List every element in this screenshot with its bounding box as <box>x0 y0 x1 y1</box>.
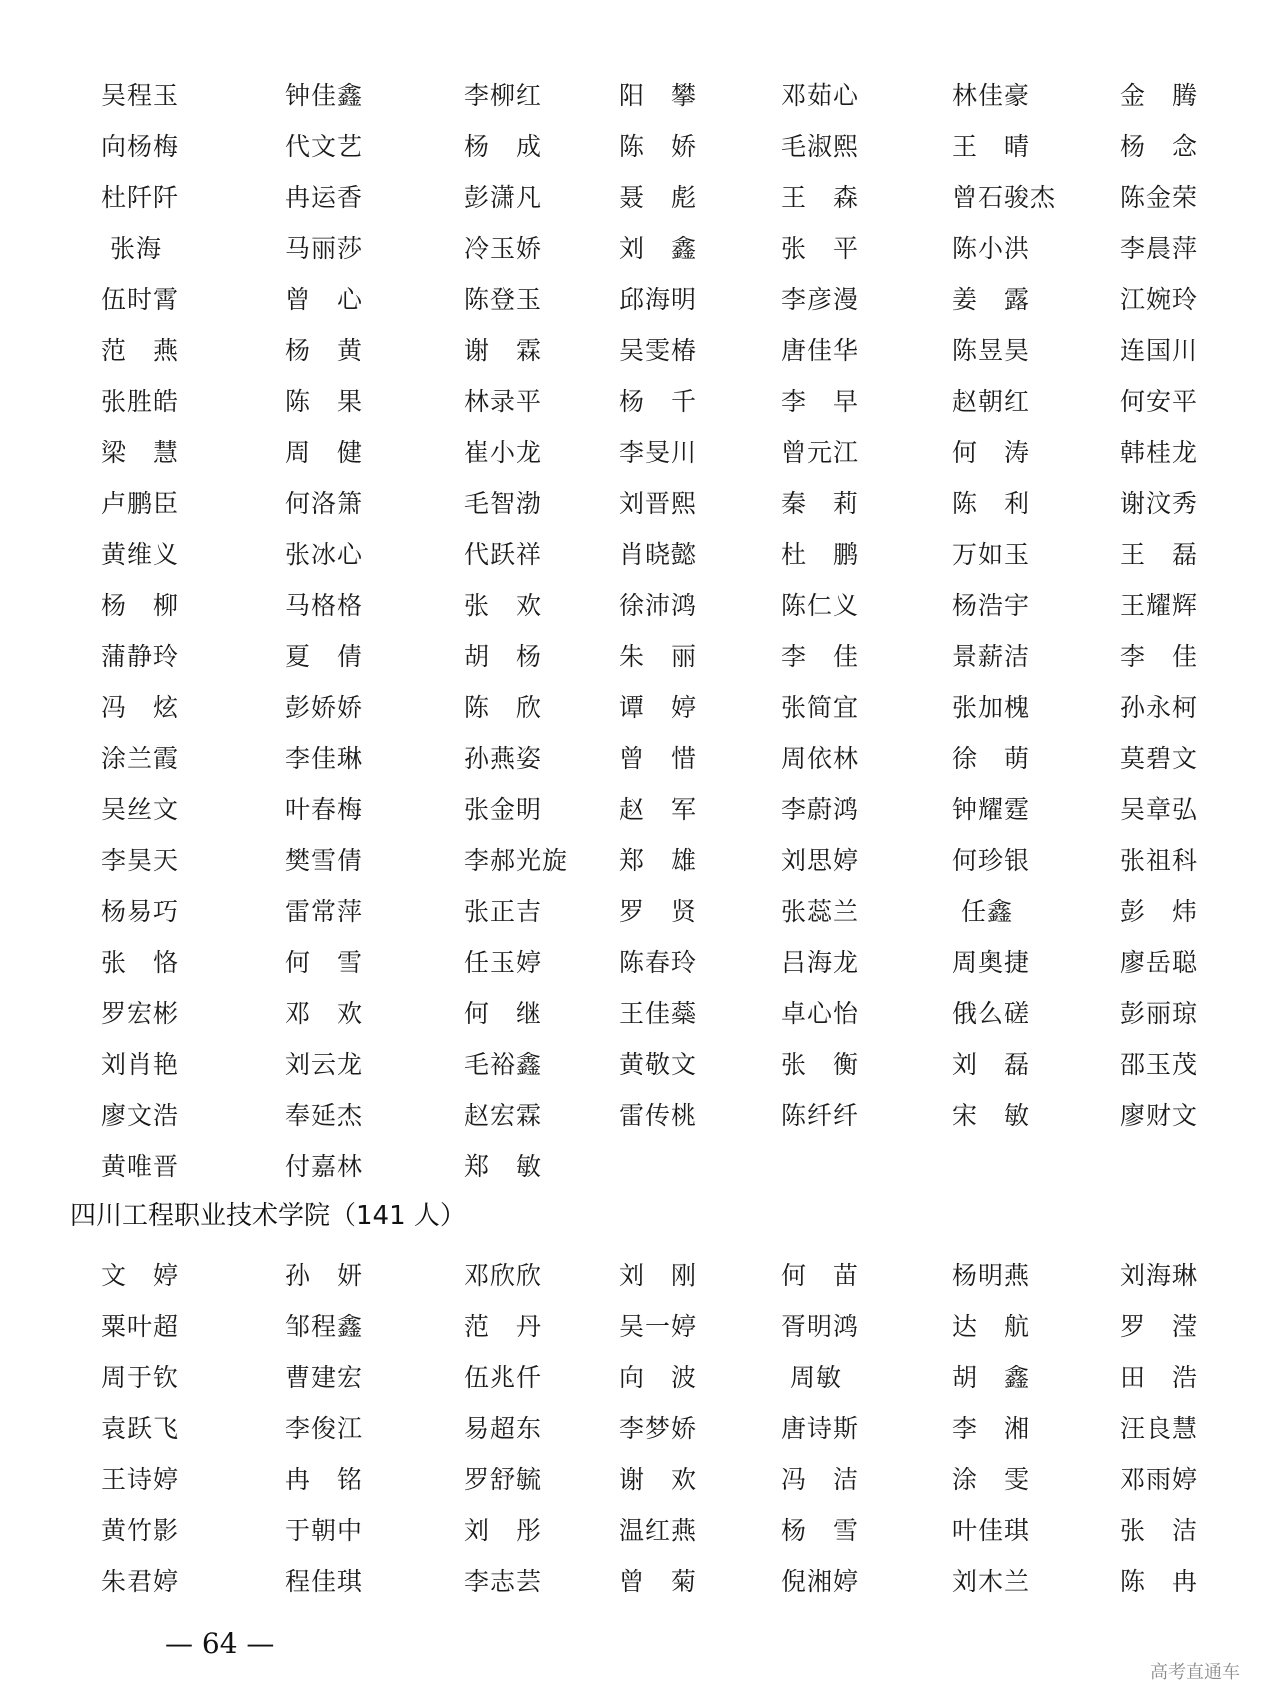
name-cell: 粟叶超 <box>101 1312 180 1341</box>
name-cell: 李彦漫 <box>781 285 860 314</box>
name-cell: 陈纤纤 <box>781 1101 860 1130</box>
name-cell: 杜 鹏 <box>781 540 860 569</box>
name-cell: 陈春玲 <box>619 948 698 977</box>
name-cell: 彭 炜 <box>1120 897 1199 926</box>
name-cell: 李旻川 <box>619 438 698 467</box>
name-cell: 夏 倩 <box>285 642 364 671</box>
name-cell: 韩桂龙 <box>1120 438 1199 467</box>
name-cell: 罗 滢 <box>1120 1312 1199 1341</box>
name-cell: 代文艺 <box>285 132 364 161</box>
name-cell: 张加槐 <box>952 693 1031 722</box>
name-cell: 陈小洪 <box>952 234 1031 263</box>
name-cell: 冯 洁 <box>781 1465 860 1494</box>
name-cell: 雷传桃 <box>619 1101 698 1130</box>
name-cell: 刘思婷 <box>781 846 860 875</box>
name-cell: 李晨萍 <box>1120 234 1199 263</box>
name-cell: 景薪洁 <box>952 642 1031 671</box>
name-cell: 李梦娇 <box>619 1414 698 1443</box>
name-cell: 王 森 <box>781 183 860 212</box>
name-cell: 曾元江 <box>781 438 860 467</box>
name-cell: 黄竹影 <box>101 1516 180 1545</box>
name-cell: 莫碧文 <box>1120 744 1199 773</box>
name-cell: 吕海龙 <box>781 948 860 977</box>
name-cell: 程佳琪 <box>285 1567 364 1596</box>
name-cell: 朱君婷 <box>101 1567 180 1596</box>
name-cell: 彭丽琼 <box>1120 999 1199 1028</box>
name-cell: 李 早 <box>781 387 860 416</box>
name-cell: 代跃祥 <box>464 540 543 569</box>
name-cell: 陈仁义 <box>781 591 860 620</box>
name-cell: 张冰心 <box>285 540 364 569</box>
name-cell: 李 佳 <box>781 642 860 671</box>
name-cell: 任鑫 <box>952 897 1013 926</box>
name-cell: 伍兆仟 <box>464 1363 543 1392</box>
name-cell: 梁 慧 <box>101 438 180 467</box>
name-cell: 周依林 <box>781 744 860 773</box>
name-cell: 陈登玉 <box>464 285 543 314</box>
name-cell: 张蕊兰 <box>781 897 860 926</box>
name-cell: 周奥捷 <box>952 948 1031 977</box>
name-cell: 何安平 <box>1120 387 1199 416</box>
name-cell: 于朝中 <box>285 1516 364 1545</box>
name-cell: 金 腾 <box>1120 81 1199 110</box>
name-cell: 胡 杨 <box>464 642 543 671</box>
name-cell: 杨 雪 <box>781 1516 860 1545</box>
name-cell: 刘海琳 <box>1120 1261 1199 1290</box>
name-cell: 赵朝红 <box>952 387 1031 416</box>
name-cell: 马格格 <box>285 591 364 620</box>
name-cell: 向 波 <box>619 1363 698 1392</box>
name-cell: 罗 贤 <box>619 897 698 926</box>
name-cell: 黄敬文 <box>619 1050 698 1079</box>
name-cell: 涂兰霞 <box>101 744 180 773</box>
name-cell: 杨易巧 <box>101 897 180 926</box>
name-cell: 邓欣欣 <box>464 1261 543 1290</box>
name-cell: 黄唯晋 <box>101 1152 180 1181</box>
name-cell: 陈昱昊 <box>952 336 1031 365</box>
name-cell: 樊雪倩 <box>285 846 364 875</box>
name-cell: 连国川 <box>1120 336 1199 365</box>
name-cell: 卓心怡 <box>781 999 860 1028</box>
name-cell: 王佳蘂 <box>619 999 698 1028</box>
name-cell: 杜阡阡 <box>101 183 180 212</box>
watermark: 高考直通车 <box>1150 1662 1240 1683</box>
name-cell: 邵玉茂 <box>1120 1050 1199 1079</box>
name-cell: 刘 磊 <box>952 1050 1031 1079</box>
name-cell: 钟耀霆 <box>952 795 1031 824</box>
name-cell: 易超东 <box>464 1414 543 1443</box>
name-cell: 张 欢 <box>464 591 543 620</box>
name-cell: 廖财文 <box>1120 1101 1199 1130</box>
name-cell: 李柳红 <box>464 81 543 110</box>
name-cell: 吴雯椿 <box>619 336 698 365</box>
name-cell: 朱 丽 <box>619 642 698 671</box>
name-cell: 何 涛 <box>952 438 1031 467</box>
name-cell: 江婉玲 <box>1120 285 1199 314</box>
name-cell: 杨 念 <box>1120 132 1199 161</box>
name-cell: 彭娇娇 <box>285 693 364 722</box>
name-cell: 崔小龙 <box>464 438 543 467</box>
name-cell: 刘云龙 <box>285 1050 364 1079</box>
name-cell: 杨浩宇 <box>952 591 1031 620</box>
name-cell: 奉延杰 <box>285 1101 364 1130</box>
name-cell: 万如玉 <box>952 540 1031 569</box>
name-cell: 倪湘婷 <box>781 1567 860 1596</box>
name-cell: 汪良慧 <box>1120 1414 1199 1443</box>
name-list-section-1 <box>101 70 1250 1192</box>
name-cell: 徐 萌 <box>952 744 1031 773</box>
name-cell: 张胜皓 <box>101 387 180 416</box>
name-cell: 胥明鸿 <box>781 1312 860 1341</box>
name-cell: 范 丹 <box>464 1312 543 1341</box>
name-cell: 邱海明 <box>619 285 698 314</box>
name-cell: 吴丝文 <box>101 795 180 824</box>
name-cell: 邹程鑫 <box>285 1312 364 1341</box>
name-cell: 何珍银 <box>952 846 1031 875</box>
name-cell: 田 浩 <box>1120 1363 1199 1392</box>
name-cell: 卢鹏臣 <box>101 489 180 518</box>
name-cell: 曹建宏 <box>285 1363 364 1392</box>
name-cell: 林录平 <box>464 387 543 416</box>
name-cell: 蒲静玲 <box>101 642 180 671</box>
name-cell: 唐诗斯 <box>781 1414 860 1443</box>
name-cell: 曾石骏杰 <box>952 183 1057 212</box>
name-cell: 彭潇凡 <box>464 183 543 212</box>
name-cell: 陈 娇 <box>619 132 698 161</box>
name-cell: 付嘉林 <box>285 1152 364 1181</box>
name-cell: 聂 彪 <box>619 183 698 212</box>
name-cell: 唐佳华 <box>781 336 860 365</box>
name-cell: 曾 心 <box>285 285 364 314</box>
name-cell: 姜 露 <box>952 285 1031 314</box>
name-cell: 黄维义 <box>101 540 180 569</box>
name-cell: 阳 攀 <box>619 81 698 110</box>
name-cell: 李昊天 <box>101 846 180 875</box>
name-cell: 涂 雯 <box>952 1465 1031 1494</box>
name-cell: 叶春梅 <box>285 795 364 824</box>
name-cell <box>781 1141 952 1192</box>
name-cell: 陈 果 <box>285 387 364 416</box>
name-cell: 郑 雄 <box>619 846 698 875</box>
name-cell <box>619 1141 781 1192</box>
name-cell: 陈 利 <box>952 489 1031 518</box>
name-cell: 张 衡 <box>781 1050 860 1079</box>
name-cell: 何洛箫 <box>285 489 364 518</box>
name-cell: 陈 冉 <box>1120 1567 1199 1596</box>
name-cell: 陈金荣 <box>1120 183 1199 212</box>
name-cell: 温红燕 <box>619 1516 698 1545</box>
name-cell: 任玉婷 <box>464 948 543 977</box>
name-cell: 徐沛鸿 <box>619 591 698 620</box>
name-cell: 刘 鑫 <box>619 234 698 263</box>
name-list-section-2 <box>101 1250 1250 1607</box>
name-cell: 周于钦 <box>101 1363 180 1392</box>
name-cell: 李蔚鸿 <box>781 795 860 824</box>
name-cell: 宋 敏 <box>952 1101 1031 1130</box>
name-cell: 吴一婷 <box>619 1312 698 1341</box>
name-cell: 文 婷 <box>101 1261 180 1290</box>
name-cell: 张 平 <box>781 234 860 263</box>
name-cell: 廖岳聪 <box>1120 948 1199 977</box>
name-cell: 谢 霖 <box>464 336 543 365</box>
name-cell: 钟佳鑫 <box>285 81 364 110</box>
name-cell: 周 健 <box>285 438 364 467</box>
name-cell: 谢 欢 <box>619 1465 698 1494</box>
name-cell: 廖文浩 <box>101 1101 180 1130</box>
name-cell: 叶佳琪 <box>952 1516 1031 1545</box>
name-cell: 秦 莉 <box>781 489 860 518</box>
name-cell: 刘木兰 <box>952 1567 1031 1596</box>
name-cell: 杨 千 <box>619 387 698 416</box>
name-cell: 张祖科 <box>1120 846 1199 875</box>
name-cell: 曾 惜 <box>619 744 698 773</box>
name-cell: 杨 成 <box>464 132 543 161</box>
name-cell: 李佳琳 <box>285 744 364 773</box>
name-cell: 赵宏霖 <box>464 1101 543 1130</box>
section-title: 四川工程职业技术学院（141 人） <box>70 1201 466 1231</box>
page-number: — 64 — <box>165 1627 275 1660</box>
name-cell: 向杨梅 <box>101 132 180 161</box>
name-cell: 赵 军 <box>619 795 698 824</box>
name-cell: 毛裕鑫 <box>464 1050 543 1079</box>
name-cell: 杨 柳 <box>101 591 180 620</box>
name-cell: 王 磊 <box>1120 540 1199 569</box>
name-cell: 邓茹心 <box>781 81 860 110</box>
name-cell: 林佳豪 <box>952 81 1031 110</box>
name-cell <box>952 1141 1120 1192</box>
name-cell: 达 航 <box>952 1312 1031 1341</box>
name-cell: 刘 彤 <box>464 1516 543 1545</box>
name-cell: 王耀辉 <box>1120 591 1199 620</box>
name-cell: 雷常萍 <box>285 897 364 926</box>
name-cell: 冉 铭 <box>285 1465 364 1494</box>
name-cell: 吴章弘 <box>1120 795 1199 824</box>
name-cell: 杨 黄 <box>285 336 364 365</box>
name-cell: 张海 <box>101 234 162 263</box>
name-cell: 陈 欣 <box>464 693 543 722</box>
name-cell: 谢汶秀 <box>1120 489 1199 518</box>
name-cell: 曾 菊 <box>619 1567 698 1596</box>
name-cell: 马丽莎 <box>285 234 364 263</box>
name-cell: 王 晴 <box>952 132 1031 161</box>
name-cell: 伍时霄 <box>101 285 180 314</box>
name-cell <box>1120 1141 1250 1192</box>
name-cell: 郑 敏 <box>464 1152 543 1181</box>
name-cell: 张金明 <box>464 795 543 824</box>
name-cell: 吴程玉 <box>101 81 180 110</box>
name-cell: 李郝光旋 <box>464 846 569 875</box>
name-cell: 胡 鑫 <box>952 1363 1031 1392</box>
name-cell: 冯 炫 <box>101 693 180 722</box>
name-cell: 袁跃飞 <box>101 1414 180 1443</box>
name-cell: 张 恪 <box>101 948 180 977</box>
name-cell: 张 洁 <box>1120 1516 1199 1545</box>
name-cell: 王诗婷 <box>101 1465 180 1494</box>
name-cell: 刘晋熙 <box>619 489 698 518</box>
name-cell: 冉运香 <box>285 183 364 212</box>
name-cell: 张简宜 <box>781 693 860 722</box>
name-cell: 何 继 <box>464 999 543 1028</box>
name-cell: 李志芸 <box>464 1567 543 1596</box>
name-cell: 刘肖艳 <box>101 1050 180 1079</box>
name-cell: 杨明燕 <box>952 1261 1031 1290</box>
name-cell: 罗舒毓 <box>464 1465 543 1494</box>
name-cell: 肖晓懿 <box>619 540 698 569</box>
name-cell: 毛淑熙 <box>781 132 860 161</box>
name-cell: 俄么磋 <box>952 999 1031 1028</box>
name-cell: 李俊江 <box>285 1414 364 1443</box>
name-cell: 周敏 <box>781 1363 842 1392</box>
name-cell: 冷玉娇 <box>464 234 543 263</box>
name-cell: 毛智渤 <box>464 489 543 518</box>
name-cell: 孙燕姿 <box>464 744 543 773</box>
name-cell: 李 湘 <box>952 1414 1031 1443</box>
name-cell: 范 燕 <box>101 336 180 365</box>
name-cell: 孙 妍 <box>285 1261 364 1290</box>
name-cell: 张正吉 <box>464 897 543 926</box>
name-cell: 刘 刚 <box>619 1261 698 1290</box>
name-cell: 罗宏彬 <box>101 999 180 1028</box>
name-cell: 何 雪 <box>285 948 364 977</box>
name-cell: 谭 婷 <box>619 693 698 722</box>
name-cell: 李 佳 <box>1120 642 1199 671</box>
name-cell: 孙永柯 <box>1120 693 1199 722</box>
name-cell: 何 苗 <box>781 1261 860 1290</box>
name-cell: 邓雨婷 <box>1120 1465 1199 1494</box>
name-cell: 邓 欢 <box>285 999 364 1028</box>
